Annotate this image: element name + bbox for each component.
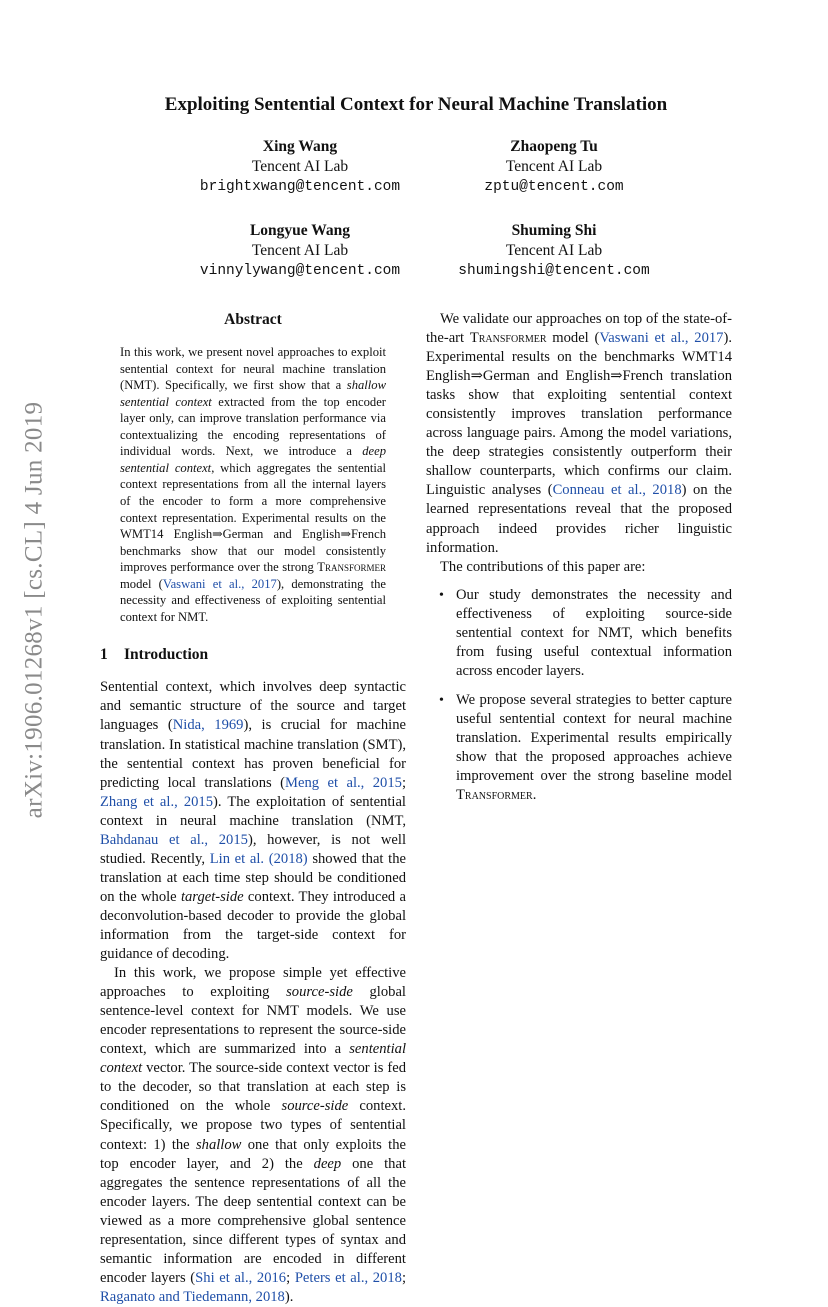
citation-link[interactable]: Vaswani et al., 2017 xyxy=(162,576,277,591)
list-item xyxy=(426,586,732,681)
citation-link[interactable]: Bahdanau et al., 2015 xyxy=(100,831,248,848)
author-block xyxy=(394,221,714,281)
author-affiliation: Tencent AI Lab xyxy=(505,242,603,259)
abstract-body: In this work, we present novel approaches to exploit sentential context for neural machine translation (NMT). Specifically, we first show that a shallow sentential context extracted from the top encoder layer only, can improve translation performance via contextualizing the encoding representations of individual words. Next, we introduce a deep sentential context, which aggregates the sentential context representations from all the internal layers of the encoder to form a more comprehensive context representation. Experimental results on the WMT14 English⇒German and English⇒French benchmarks show that our model consistently improves performance over the strong Transformer model (Vaswani et al., 2017), demonstrating the necessity and effectiveness of exploiting sentential context for NMT. xyxy=(120,345,386,624)
author-email[interactable]: shumingshi@tencent.com xyxy=(458,263,650,279)
author-email[interactable]: vinnylywang@tencent.com xyxy=(199,263,401,279)
citation-link[interactable]: Zhang et al., 2015 xyxy=(100,793,214,810)
author-affiliation: Tencent AI Lab xyxy=(251,158,349,175)
bullet-icon: • xyxy=(439,692,444,708)
author-email[interactable]: zptu@tencent.com xyxy=(484,179,624,195)
right-column xyxy=(426,310,732,815)
list-item-text: Our study demonstrates the necessity and effectiveness of exploiting source-side sentential context for NMT, which benefits from fusing useful contextual information across encoder layers. xyxy=(456,586,732,679)
author-affiliation: Tencent AI Lab xyxy=(251,242,349,259)
intro-paragraph-3: We validate our approaches on top of the state-of-the-art Transformer model (Vaswani et al., 2017). Experimental results on the benchmarks WMT14 English⇒German and English⇒French translation tasks show that exploiting sentential context consistently improves translation performance across language pairs. Among the model variations, the deep strategies consistently outperform their shallow counterparts, which confirms our claim. Linguistic analyses (Conneau et al., 2018) on the learned representations reveal that the proposed approach indeed provides richer linguistic information. xyxy=(426,311,732,556)
citation-link[interactable]: Conneau et al., 2018 xyxy=(552,482,682,499)
author-name: Zhaopeng Tu xyxy=(510,138,598,155)
left-column xyxy=(100,310,406,1307)
list-item xyxy=(426,691,732,805)
citation-link[interactable]: Lin et al. (2018) xyxy=(209,850,308,867)
author-name: Longyue Wang xyxy=(249,222,351,239)
author-block xyxy=(394,137,714,197)
citation-link[interactable]: Vaswani et al., 2017 xyxy=(599,330,724,347)
citation-link[interactable]: Peters et al., 2018 xyxy=(294,1269,402,1286)
intro-paragraph-2: In this work, we propose simple yet effective approaches to exploiting source-side global sentence-level context for NMT models. We use encoder representations to represent the source-side context, which are summarized into a sentential context vector. The source-side context vector is fed to the decoder, so that translation at each step is conditioned on the whole source-side context. Specifically, we propose two types of sentential context: 1) the shallow one that only exploits the top encoder layer, and 2) the deep one that aggregates the sentence representations of all the encoder layers. The deep sentential context can be viewed as a more comprehensive global sentence representation, since different types of syntax and semantic information are encoded in different encoder layers (Shi et al., 2016; Peters et al., 2018; Raganato and Tiedemann, 2018). xyxy=(100,965,407,1305)
author-name: Xing Wang xyxy=(262,138,338,155)
citation-link[interactable]: Raganato and Tiedemann, 2018 xyxy=(100,1288,285,1305)
author-affiliation: Tencent AI Lab xyxy=(505,158,603,175)
arxiv-identifier: arXiv:1906.01268v1 [cs.CL] 4 Jun 2019 xyxy=(20,401,47,819)
paper-title: Exploiting Sentential Context for Neural Machine Translation xyxy=(164,94,668,115)
author-email[interactable]: brightxwang@tencent.com xyxy=(199,179,401,195)
citation-link[interactable]: Nida, 1969 xyxy=(172,717,244,734)
abstract-heading: Abstract xyxy=(224,311,282,328)
arxiv-side-stamp xyxy=(14,375,54,845)
bullet-icon: • xyxy=(439,587,444,603)
author-name: Shuming Shi xyxy=(511,222,597,239)
intro-paragraph-1: Sentential context, which involves deep syntactic and semantic structure of the source and target languages (Nida, 1969), is crucial for machine translation. In statistical machine translation (SMT), the sentential context has proven beneficial for predicting local translations (Meng et al., 2015; Zhang et al., 2015). The exploitation of sentential context in neural machine translation (NMT, Bahdanau et al., 2015), however, is not well studied. Recently, Lin et al. (2018) showed that the translation at each time step should be conditioned on the whole target-side context. They introduced a deconvolution-based decoder to provide the global information from the target-side context for guidance of decoding. xyxy=(100,679,406,963)
section-heading-introduction xyxy=(100,645,406,664)
list-item-text: We propose several strategies to better capture useful sentential context for neural machine translation. Experimental results empirically show that the proposed approaches achieve improvement over the strong baseline model Transformer. xyxy=(456,691,732,804)
section-title: Introduction xyxy=(124,646,209,664)
contributions-list xyxy=(426,586,732,806)
citation-link[interactable]: Meng et al., 2015 xyxy=(285,774,402,791)
contributions-intro: The contributions of this paper are: xyxy=(440,558,646,575)
section-number: 1 xyxy=(100,646,108,664)
citation-link[interactable]: Shi et al., 2016 xyxy=(195,1269,287,1286)
